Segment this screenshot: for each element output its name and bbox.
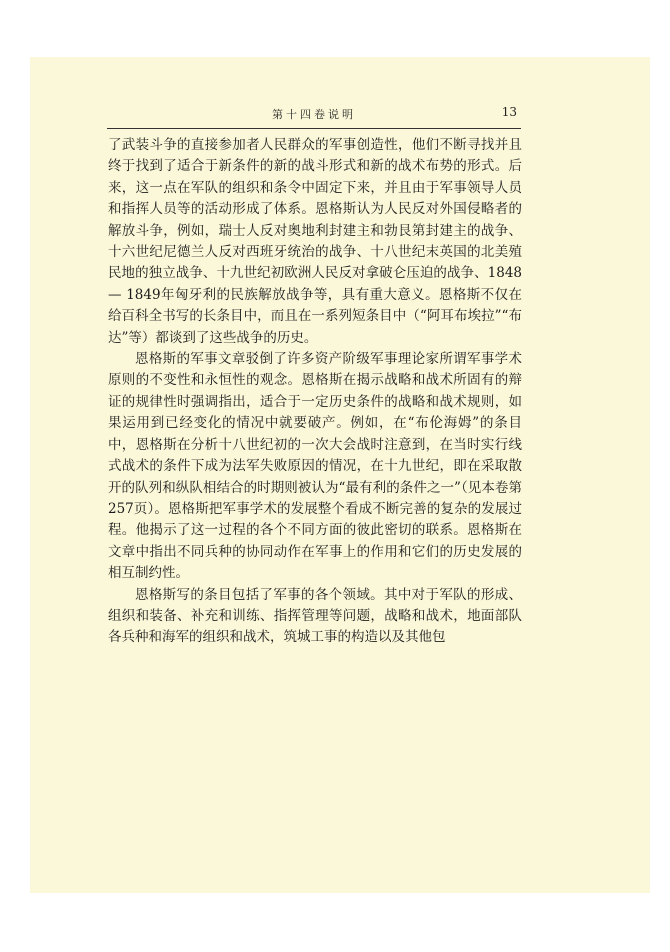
body-text	[108, 135, 522, 649]
running-header	[107, 104, 521, 129]
page-number: 13	[501, 105, 517, 119]
paragraph: 恩格斯的军事文章驳倒了许多资产阶级军事理论家所谓军事学术原则的不变性和永恒性的观念。恩格斯在揭示战略和战术所固有的辩证的规律性时强调指出，适合于一定历史条件的战略和战术规则，如果运用到已经变化的情况中就要破产。例如，在“布伦海姆”的条目中，恩格斯在分析十八世纪初的一次大会战时注意到，在当时实行线式战术的条件下成为法军失败原因的情况，在十九世纪，即在采取散开的队列和纵队相结合的时期则被认为“最有利的条件之一”（见本卷第257页）。恩格斯把军事学术的发展整个看成不断完善的复杂的发展过程。他揭示了这一过程的各个不同方面的彼此密切的联系。恩格斯在文章中指出不同兵种的协同动作在军事上的作用和它们的历史发展的相互制约性。	[108, 351, 522, 582]
header-title: 第十四卷说明	[272, 108, 356, 121]
paragraph: 了武装斗争的直接参加者人民群众的军事创造性，他们不断寻找并且终于找到了适合于新条件的新的战斗形式和新的战术布势的形式。后来，这一点在军队的组织和条令中固定下来，并且由于军事领导人员和指挥人员等的活动形成了体系。恩格斯认为人民反对外国侵略者的解放斗争，例如，瑞士人反对奥地利封建主和勃艮第封建主的战争、十六世纪尼德兰人反对西班牙统治的战争、十八世纪末英国的北美殖民地的独立战争、十九世纪初欧洲人民反对拿破仑压迫的战争、1848— 1849年匈牙利的民族解放战争等，具有重大意义。恩格斯不仅在给百科全书写的长条目中，而且在一系列短条目中（“阿耳布埃拉”“布达”等）都谈到了这些战争的历史。	[108, 137, 522, 346]
paragraph: 恩格斯写的条目包括了军事的各个领域。其中对于军队的形成、组织和装备、补充和训练、指挥管理等问题，战略和战术，地面部队各兵种和海军的组织和战术，筑城工事的构造以及其他包	[108, 586, 522, 646]
